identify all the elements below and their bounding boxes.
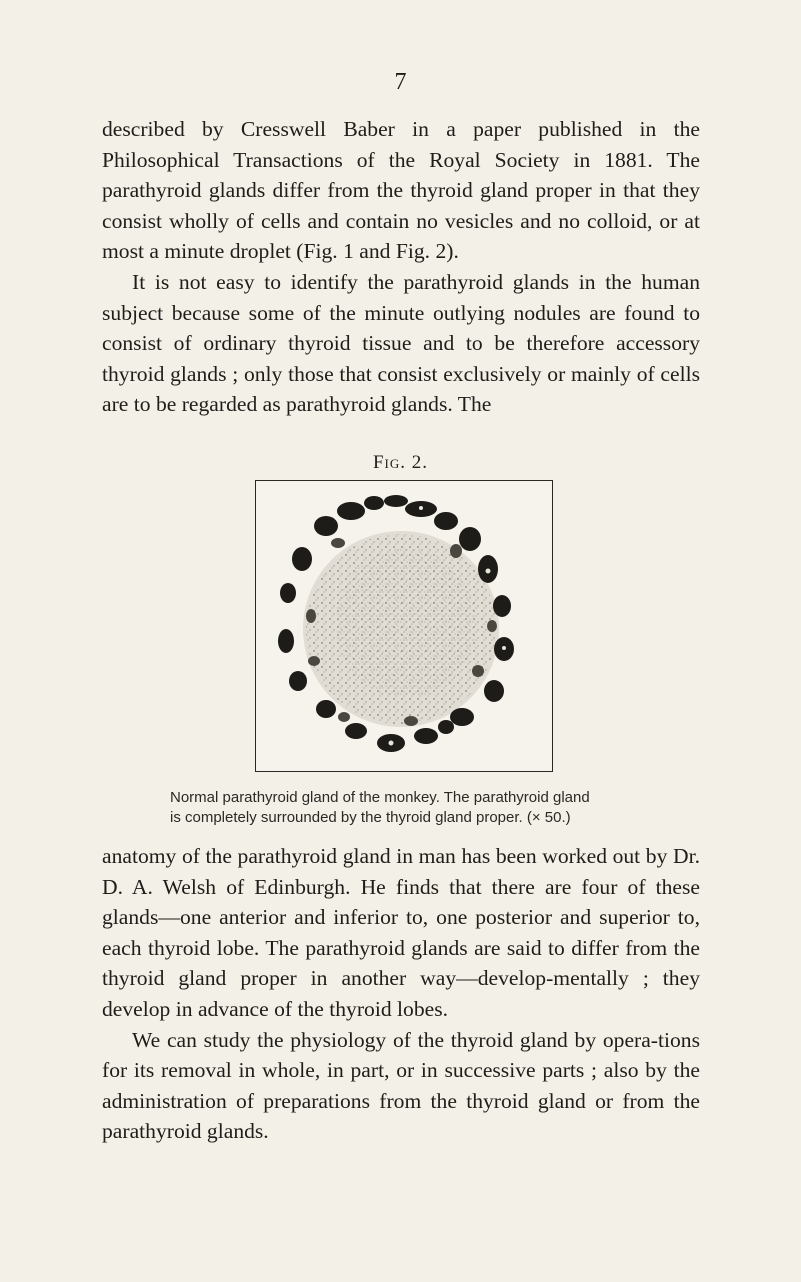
micrograph-illustration <box>256 481 553 772</box>
caption-line-2: is completely surrounded by the thyroid gland proper. (× 50.) <box>170 809 571 826</box>
page-number: 7 <box>394 69 407 95</box>
paragraph-anatomy: anatomy of the parathyroid gland in man has been worked out by Dr. D. A. Welsh of Edinburgh. He finds that there are four of these glands—one anterior and inferior to, one posterior and superior to, each thyroid lobe. The parathyroid glands are said to differ from the thyroid gland proper in another way—develop-mentally ; they develop in advance of the thyroid lobes. <box>102 844 700 1021</box>
paragraph-identification: It is not easy to identify the parathyroid glands in the human subject because some of the minute outlying nodules are found to consist of ordinary thyroid tissue and to be therefore accessory thyroid glands ; only those that consist exclusively or mainly of cells are to be regarded as parathyroid glands. The <box>102 269 700 417</box>
top-text-block <box>102 114 700 420</box>
paragraph-physiology: We can study the physiology of the thyroid gland by opera-tions for its removal in whole, in part, or in successive parts ; also by the administration of preparations from the thyroid gland or from the parathyroid glands. <box>102 1027 700 1144</box>
figure-label: Fig. 2. <box>372 452 429 473</box>
micrograph-figure <box>255 480 553 772</box>
caption-line-1: Normal parathyroid gland of the monkey. The parathyroid gland <box>170 789 590 806</box>
paragraph-continuation: described by Cresswell Baber in a paper published in the Philosophical Transactions of the Royal Society in 1881. The parathyroid glands differ from the thyroid gland proper in that they consist wholly of cells and contain no vesicles and no colloid, or at most a minute droplet (Fig. 1 and Fig. 2). <box>102 117 700 264</box>
figure-caption <box>170 788 634 828</box>
bottom-text-block <box>102 841 700 1147</box>
